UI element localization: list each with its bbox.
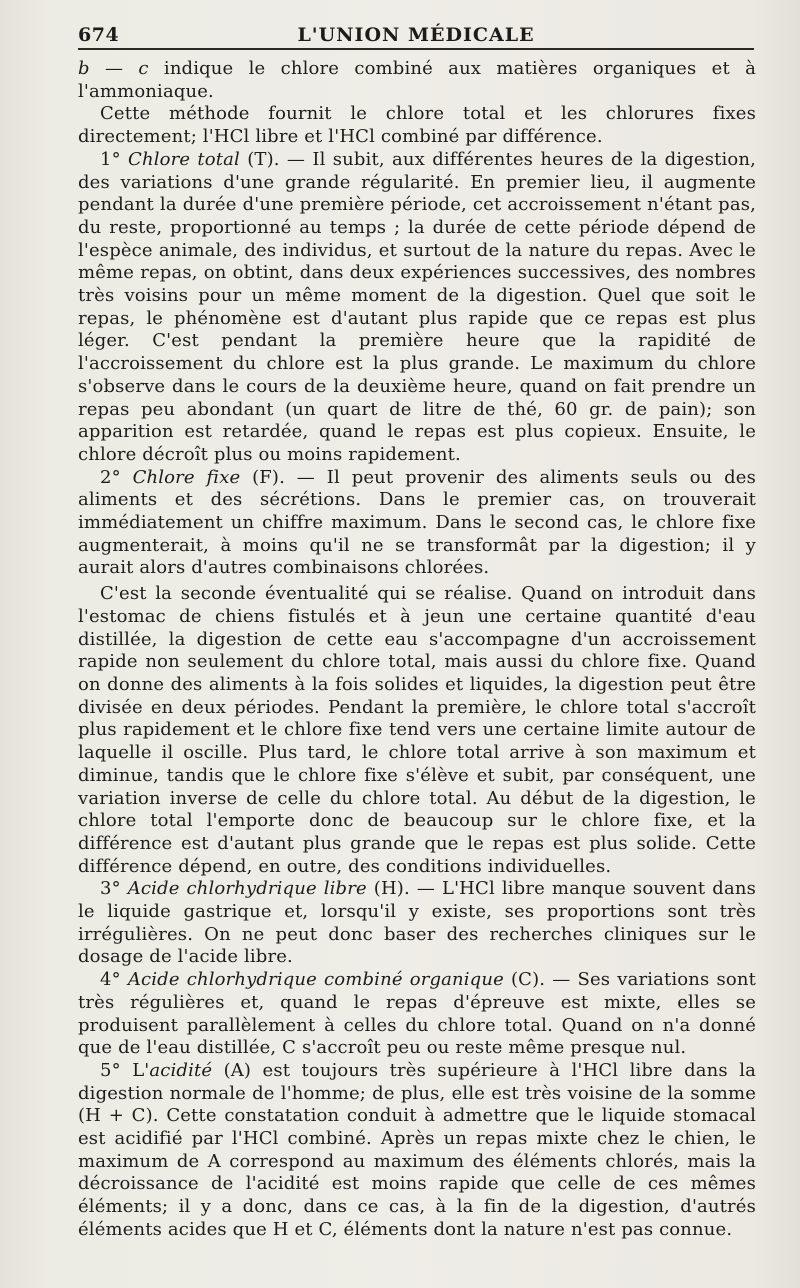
section-number: 1°	[100, 148, 129, 170]
paragraph-text: (F). — Il peut provenir des aliments seuls ou des aliments et des sécrétions. Dans le premier cas, on trouverait immédiatement un chiffre maximum. Dans le second cas, le chlore fixe augmenterait, à moins qu'il ne se transformât par la digestion; il y aurait alors d'autres combinaisons chlorées.	[78, 466, 757, 579]
paragraph-acide-combine	[78, 969, 756, 1060]
paragraph-text: (H). — L'HCl libre manque souvent dans le liquide gastrique et, lorsqu'il y existe, ses proportions sont très irrégulières. On ne peut donc baser des recherches cliniques sur le dosage de l'acide libre.	[78, 878, 756, 968]
paragraph-chlore-fixe	[78, 467, 756, 581]
section-title: acidité	[149, 1059, 213, 1081]
section-title: Chlore fixe	[132, 466, 241, 488]
section-number: 2°	[100, 466, 133, 488]
paragraph-acide-libre	[78, 878, 756, 969]
paragraph-text: Cette méthode fournit le chlore total et les chlorures fixes directement; l'HCl libre et l'HCl combiné par différence.	[78, 103, 756, 148]
paragraph-text: (C). — Ses variations sont très régulières et, quand le repas d'épreuve est mixte, elles se produisent parallèlement à celles du chlore total. Quand on n'a donné que de l'eau distillée, C s'accroît peu ou reste même presque nul.	[78, 969, 756, 1059]
section-number: 4°	[100, 969, 128, 991]
paragraph-text: (T). — Il subit, aux différentes heures de la digestion, des variations d'une grande régularité. En premier lieu, il augmente pendant la durée d'une première période, cet accroissement n'étant pas, du reste, proportionné au temps ; la durée de cette période dépend de l'espèce animale, des individus, et surtout de la nature du repas. Avec le même repas, on obtint, dans deux expériences successives, des nombres très voisins pour un même moment de la digestion. Quel que soit le repas, le phénomène est d'autant plus rapide que ce repas est plus léger. C'est pendant la première heure que la rapidité de l'accroissement du chlore est la plus grande. Le maximum du chlore s'observe dans le cours de la deuxième heure, quand on fait prendre un repas peu abondant (un quart de litre de thé, 60 gr. de pain); son apparition est retardée, quand le repas est plus copieux. Ensuite, le chlore décroît plus ou moins rapidement.	[78, 148, 756, 465]
paragraph-text: indique le chlore combiné aux matières organiques et à l'ammoniaque.	[78, 58, 756, 102]
page-number: 674	[78, 24, 120, 46]
section-prefix: L'	[132, 1059, 150, 1081]
section-number: 5°	[100, 1059, 133, 1081]
paragraph-method	[78, 103, 756, 148]
paragraph-text: (A) est toujours très supérieure à l'HCl libre dans la digestion normale de l'homme; de plus, elle est très voisine de la somme (H + C). Cette constatation conduit à admettre que le liquide stomacal est acidifié par l'HCl combiné. Après un repas mixte chez le chien, le maximum de A correspond au maximum des éléments chlorés, mais la décroissance de l'acidité est moins rapide que celle de ces mêmes éléments; il y a donc, dans ce cas, à la fin de la digestion, d'autrés éléments acides que H et C, éléments dont la nature n'est pas connue.	[78, 1059, 757, 1240]
paragraph-chlore-total	[78, 149, 756, 467]
section-number: 3°	[100, 878, 128, 900]
paragraph-acidite	[78, 1060, 756, 1242]
section-title: Acide chlorhydrique combiné organique	[127, 969, 504, 991]
body-text	[78, 58, 756, 1242]
formula-lead: b — c	[78, 58, 149, 79]
section-title: Chlore total	[128, 148, 240, 170]
page-header	[78, 18, 754, 50]
paragraph-seconde-eventualite	[78, 583, 756, 878]
section-title: Acide chlorhydrique libre	[127, 878, 367, 900]
paragraph-b-c	[78, 58, 756, 103]
paragraph-text: C'est la seconde éventualité qui se réalise. Quand on introduit dans l'estomac de chiens fistulés et à jeun une certaine quantité d'eau distillée, la digestion de cette eau s'accompagne d'un accroissement rapide non seulement du chlore total, mais aussi du chlore fixe. Quand on donne des aliments à la fois solides et liquides, la digestion peut être divisée en deux périodes. Pendant la première, le chlore total s'accroît plus rapidement et le chlore fixe tend vers une certaine limite autour de laquelle il oscille. Plus tard, le chlore total arrive à son maximum et diminue, tandis que le chlore fixe s'élève et subit, par conséquent, une variation inverse de celle du chlore total. Au début de la digestion, le chlore total l'emporte donc de beaucoup sur le chlore fixe, et la différence est d'autant plus grande que le repas est plus solide. Cette différence dépend, en outre, des conditions individuelles.	[78, 583, 756, 877]
running-title: L'UNION MÉDICALE	[297, 24, 535, 46]
